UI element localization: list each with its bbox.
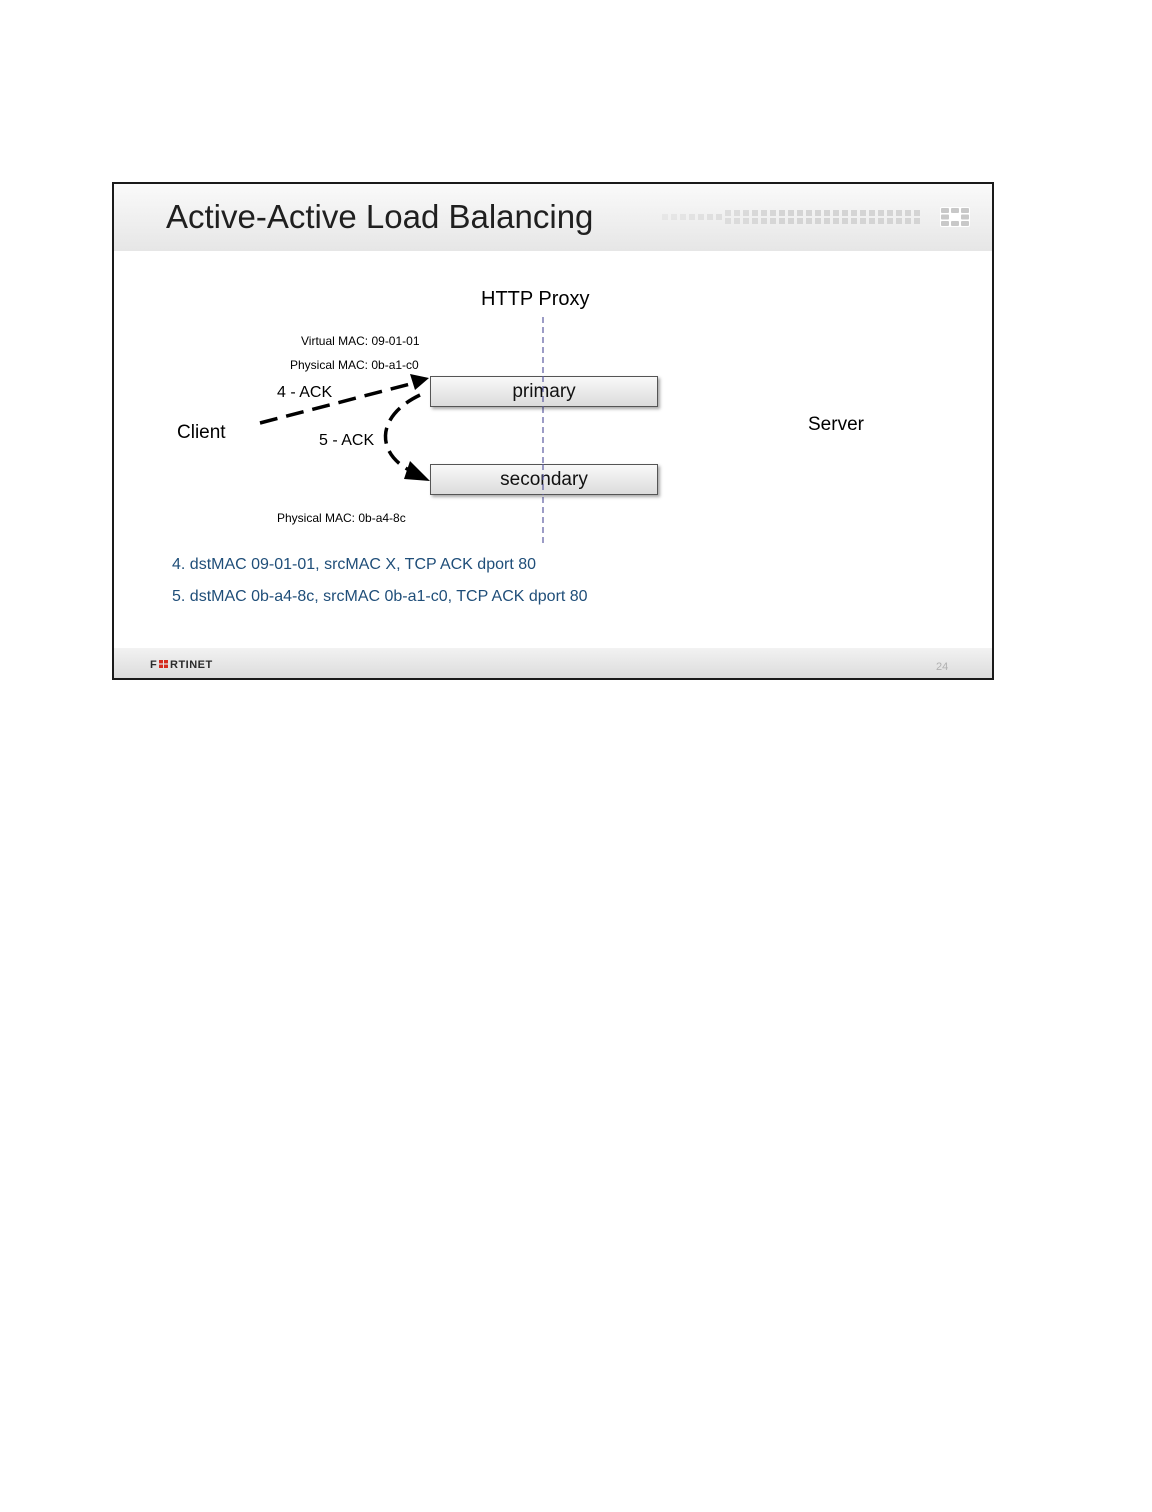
- slide-title: Active-Active Load Balancing: [166, 198, 594, 235]
- svg-text:F: F: [150, 659, 158, 670]
- primary-box: primary: [430, 376, 658, 407]
- secondary-physical-mac-label: Physical MAC: 0b-a4-8c: [277, 511, 406, 525]
- note-step-4: 4. dstMAC 09-01-01, srcMAC X, TCP ACK dport 80: [172, 556, 536, 573]
- client-label: Client: [177, 422, 226, 443]
- proxy-label: HTTP Proxy: [481, 288, 590, 310]
- ack-5-label: 5 - ACK: [319, 432, 375, 449]
- slide: [112, 182, 994, 680]
- secondary-box: secondary: [430, 464, 658, 495]
- virtual-mac-label: Virtual MAC: 09-01-01: [301, 334, 420, 348]
- svg-text:RTINET: RTINET: [170, 659, 213, 670]
- fortinet-logo: [150, 658, 230, 670]
- ack-4-label: 4 - ACK: [277, 384, 333, 401]
- page-number: 24: [936, 661, 949, 673]
- note-step-5: 5. dstMAC 0b-a4-8c, srcMAC 0b-a1-c0, TCP ACK dport 80: [172, 588, 588, 605]
- primary-physical-mac-label: Physical MAC: 0b-a1-c0: [290, 358, 419, 372]
- slide-footer: [114, 648, 992, 678]
- server-label: Server: [808, 414, 864, 435]
